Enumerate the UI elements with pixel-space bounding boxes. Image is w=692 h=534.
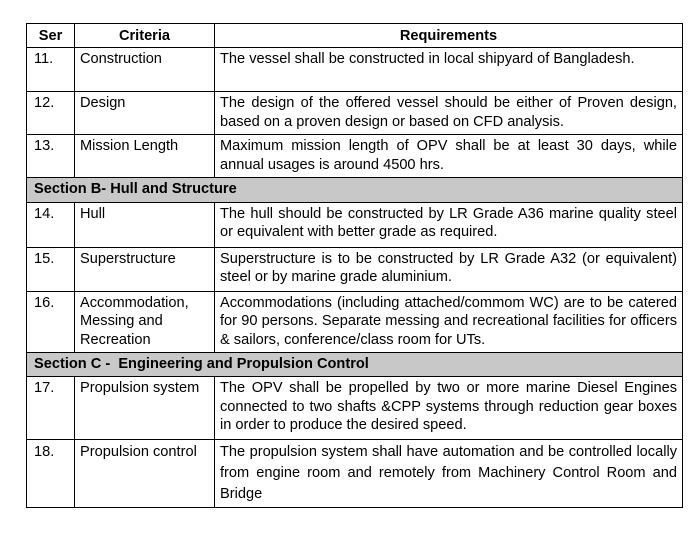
criteria-cell: Mission Length [75,135,215,178]
table-row [27,48,683,92]
header-requirements: Requirements [215,24,683,48]
ser-cell: 11. [27,48,75,92]
requirement-cell: The vessel shall be constructed in local shipyard of Bangladesh. [215,48,683,92]
criteria-cell: Propulsion control [75,440,215,508]
criteria-cell: Construction [75,48,215,92]
section-c-title: Section C - Engineering and Propulsion Control [27,352,683,376]
requirement-cell: The design of the offered vessel should be either of Proven design, based on a proven design or based on CFD analysis. [215,92,683,135]
criteria-cell: Accommodation, Messing and Recreation [75,291,215,352]
table-row [27,440,683,508]
header-ser: Ser [27,24,75,48]
section-b-title: Section B- Hull and Structure [27,178,683,202]
ser-cell: 16. [27,291,75,352]
requirement-cell: The hull should be constructed by LR Grade A36 marine quality steel or equivalent with better grade as required. [215,202,683,247]
requirement-cell: Maximum mission length of OPV shall be at least 30 days, while annual usages is around 4500 hrs. [215,135,683,178]
requirement-cell: Superstructure is to be constructed by LR Grade A32 (or equivalent) steel or by marine grade aluminium. [215,247,683,291]
criteria-cell: Superstructure [75,247,215,291]
requirement-cell: The propulsion system shall have automation and be controlled locally from engine room and remotely from Machinery Control Room and Bridge [215,440,683,508]
table-row [27,92,683,135]
ser-cell: 12. [27,92,75,135]
requirement-cell: Accommodations (including attached/commom WC) are to be catered for 90 persons. Separate messing and recreational facilities for officers & sailors, conference/class room for UTs. [215,291,683,352]
header-criteria: Criteria [75,24,215,48]
criteria-cell: Propulsion system [75,377,215,440]
table-header-row [27,24,683,48]
table-row [27,291,683,352]
table-row [27,247,683,291]
criteria-cell: Hull [75,202,215,247]
table-row [27,377,683,440]
requirement-cell: The OPV shall be propelled by two or more marine Diesel Engines connected to two shafts &CPP systems through reduction gear boxes in order to produce the desired speed. [215,377,683,440]
ser-cell: 14. [27,202,75,247]
section-header-row [27,178,683,202]
ser-cell: 13. [27,135,75,178]
requirements-table [26,23,683,508]
table-row [27,202,683,247]
ser-cell: 15. [27,247,75,291]
criteria-cell: Design [75,92,215,135]
ser-cell: 18. [27,440,75,508]
table-row [27,135,683,178]
section-header-row [27,352,683,376]
ser-cell: 17. [27,377,75,440]
